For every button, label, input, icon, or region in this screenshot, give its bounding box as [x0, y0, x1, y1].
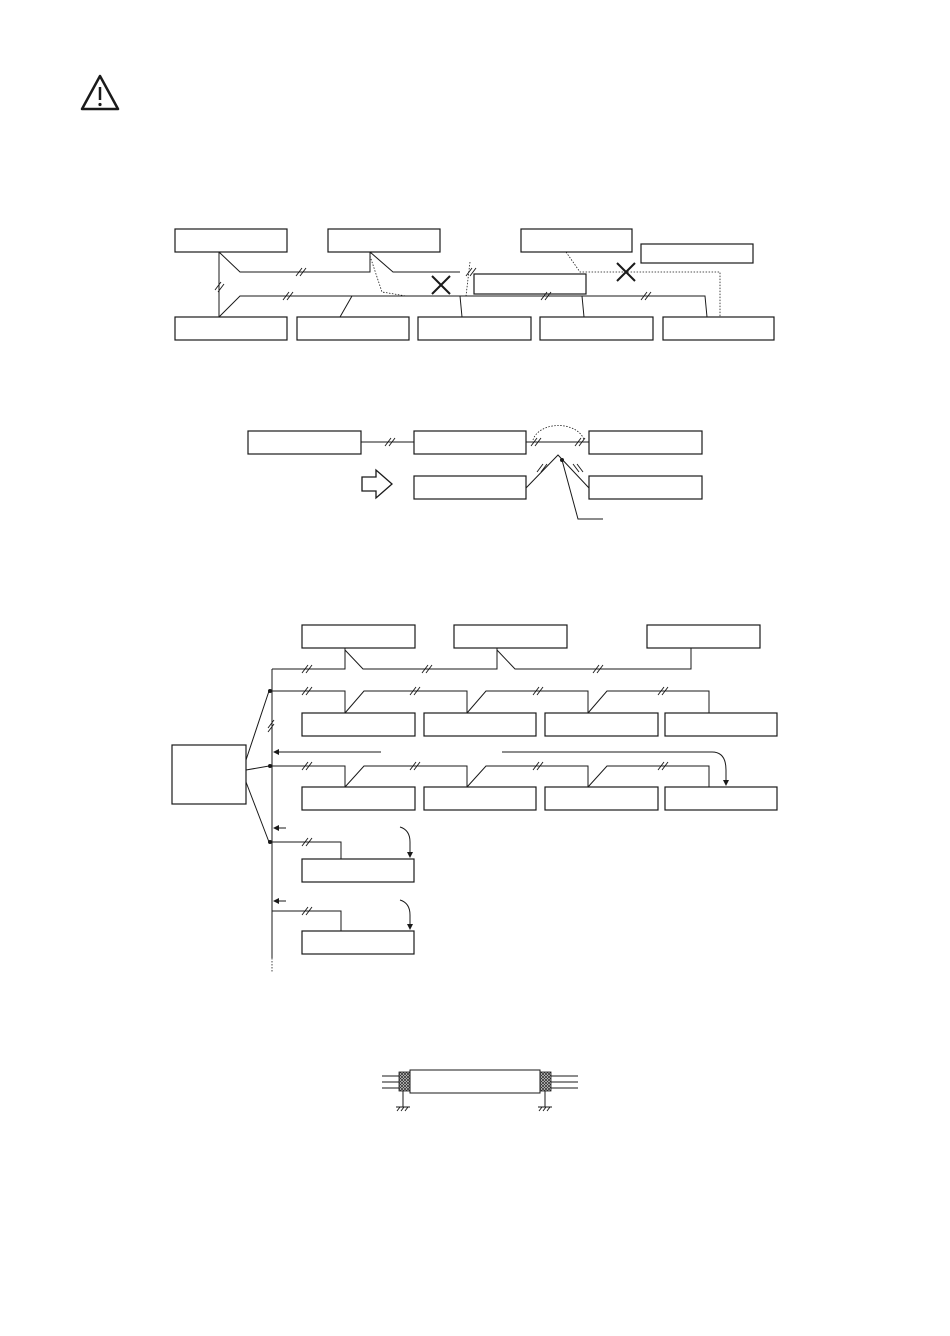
unit-box [474, 274, 586, 294]
transmission-line [272, 842, 341, 931]
transmission-line [352, 296, 707, 317]
arrow-line [400, 900, 410, 929]
indoor-unit-box [302, 931, 414, 954]
x-mark-icon [432, 276, 450, 294]
warning-triangle-icon [82, 76, 118, 109]
cable-wire [550, 1076, 578, 1088]
outdoor-unit-box [328, 229, 440, 252]
indoor-unit-box [665, 787, 777, 810]
indoor-unit-box [418, 317, 531, 340]
transmission-line [219, 252, 460, 317]
indoor-unit-box [424, 787, 536, 810]
hollow-arrow-icon [362, 470, 392, 498]
controller-link-line [246, 691, 269, 842]
indoor-unit-box [545, 713, 658, 736]
outdoor-unit-box [521, 229, 632, 252]
unit-box [248, 431, 361, 454]
indoor-unit-box [302, 787, 415, 810]
cable-shield [399, 1072, 410, 1091]
unit-box [641, 244, 753, 263]
transmission-line [272, 648, 691, 669]
transmission-line [272, 691, 709, 713]
prohibited-wiring-diagram [175, 229, 774, 340]
ground-icon [396, 1091, 410, 1111]
arrow-line [502, 752, 726, 785]
outdoor-unit-box [175, 229, 287, 252]
unit-box [414, 476, 526, 499]
indoor-unit-box [665, 713, 777, 736]
ground-icon [538, 1091, 552, 1111]
cable-shield [540, 1072, 551, 1091]
indoor-unit-box [424, 713, 536, 736]
indoor-unit-box [540, 317, 653, 340]
cable-wire [382, 1076, 400, 1088]
unit-box [589, 476, 702, 499]
transmission-line [272, 766, 709, 787]
junction-diagram [248, 426, 702, 519]
unit-box [414, 431, 526, 454]
cable-sheath [410, 1070, 540, 1093]
system-wiring-diagram [172, 625, 777, 972]
outdoor-unit-box [647, 625, 760, 648]
indoor-unit-box [302, 713, 415, 736]
indoor-unit-box [302, 859, 414, 882]
outdoor-unit-box [454, 625, 567, 648]
unit-box [589, 431, 702, 454]
indoor-unit-box [297, 317, 409, 340]
controller-box [172, 745, 246, 804]
arrow-line [400, 827, 410, 857]
shielded-cable-diagram [382, 1070, 578, 1111]
indoor-unit-box [663, 317, 774, 340]
indoor-unit-box [175, 317, 287, 340]
outdoor-unit-box [302, 625, 415, 648]
indoor-unit-box [545, 787, 658, 810]
